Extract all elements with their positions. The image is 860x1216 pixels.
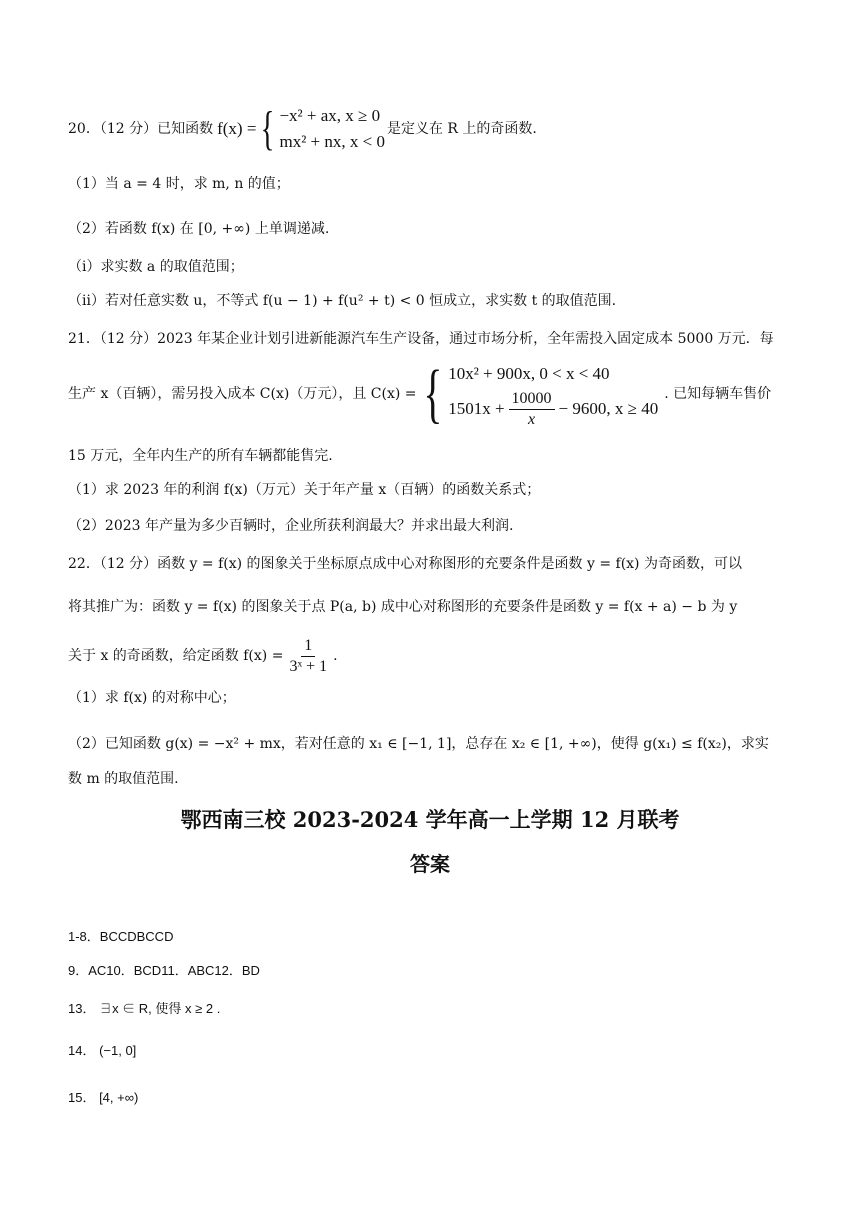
q21-line2-tail: . 已知每辆车售价	[664, 386, 772, 402]
q22-line1: 22．（12 分）函数 y = f(x) 的图象关于坐标原点成中心对称图形的充要条件是函数 y = f(x) 为奇函数，可以	[68, 556, 742, 572]
q22-part2-cont: 数 m 的取值范围.	[68, 771, 179, 787]
q21-line2	[68, 358, 794, 430]
q20-part2: （2）若函数 f(x) 在 [0, +∞) 上单调递减.	[68, 221, 330, 237]
q21-frac-den: x	[527, 410, 536, 428]
q20-fx: f(x) =	[217, 119, 257, 138]
q22-frac-num: 1	[301, 636, 315, 657]
q21-part1: （1）求 2023 年的利润 f(x)（万元）关于年产量 x（百辆）的函数关系式；	[68, 482, 541, 498]
q22-fraction	[289, 636, 327, 677]
answer-13: 13． ∃x ∈ R, 使得 x ≥ 2 .	[68, 1001, 221, 1016]
answer-14: 14． (−1, 0]	[68, 1043, 137, 1058]
q20-piecewise	[279, 103, 385, 155]
q21-line2-head: 生产 x（百辆），需另投入成本 C(x)（万元），且 C(x) =	[68, 386, 417, 402]
answer-15: 15． [4, +∞)	[68, 1090, 139, 1105]
q20-tail: 是定义在 R 上的奇函数.	[386, 121, 537, 137]
q22-line2: 将其推广为：函数 y = f(x) 的图象关于点 P(a, b) 成中心对称图形的充要条件是函数 y = f(x + a) − b 为 y	[68, 599, 738, 615]
answer-9-12: 9．AC10．BCD11．ABC12．BD	[68, 963, 260, 978]
q22-part2: （2）已知函数 g(x) = −x² + mx，若对任意的 x₁ ∈ [−1, 1]，总存在 x₂ ∈ [1, +∞)，使得 g(x₁) ≤ f(x₂)，求实	[68, 736, 769, 752]
q20-case1: −x² + ax, x ≥ 0	[279, 106, 381, 125]
q22-frac-den: 3ˣ + 1	[289, 657, 328, 675]
q21-line3: 15 万元，全年内生产的所有车辆都能售完.	[68, 448, 333, 464]
q21-case1: 10x² + 900x, 0 < x < 40	[448, 363, 610, 383]
q22-line3-tail: .	[333, 648, 338, 664]
answer-1-8: 1-8．BCCDBCCD	[68, 929, 174, 944]
q22-line3-head: 关于 x 的奇函数，给定函数 f(x) =	[68, 648, 284, 664]
q20-part2-i: （ⅰ）求实数 a 的取值范围；	[68, 259, 244, 275]
q22-part1: （1）求 f(x) 的对称中心；	[68, 690, 236, 706]
q21-line1: 21．（12 分）2023 年某企业计划引进新能源汽车生产设备，通过市场分析，全年需投入固定成本 5000 万元．每	[68, 331, 774, 347]
q21-frac-num: 10000	[509, 389, 555, 410]
q22-line3	[68, 634, 794, 678]
q21-piecewise	[448, 359, 658, 430]
q21-brace: {	[422, 357, 442, 430]
q20-head: 20．（12 分）已知函数	[68, 121, 214, 137]
answer-subtitle: 答案	[410, 852, 450, 876]
q21-case2-a: 1501x +	[448, 399, 505, 418]
q20-case2: mx² + nx, x < 0	[279, 132, 385, 151]
q21-part2: （2）2023 年产量为多少百辆时，企业所获利润最大？并求出最大利润.	[68, 518, 514, 534]
q21-case2	[448, 389, 658, 430]
answer-title: 鄂西南三校 2023-2024 学年高一上学期 12 月联考	[180, 807, 680, 832]
q20-part2-ii: （ⅱ）若对任意实数 u，不等式 f(u − 1) + f(u² + t) < 0 恒成立，求实数 t 的取值范围.	[68, 293, 617, 309]
q20-part1: （1）当 a = 4 时，求 m, n 的值；	[68, 176, 290, 192]
q21-case2-fraction	[509, 389, 555, 430]
q21-case2-b: − 9600, x ≥ 40	[558, 399, 659, 418]
q20-header-line	[68, 104, 794, 154]
q20-brace: {	[261, 102, 275, 155]
